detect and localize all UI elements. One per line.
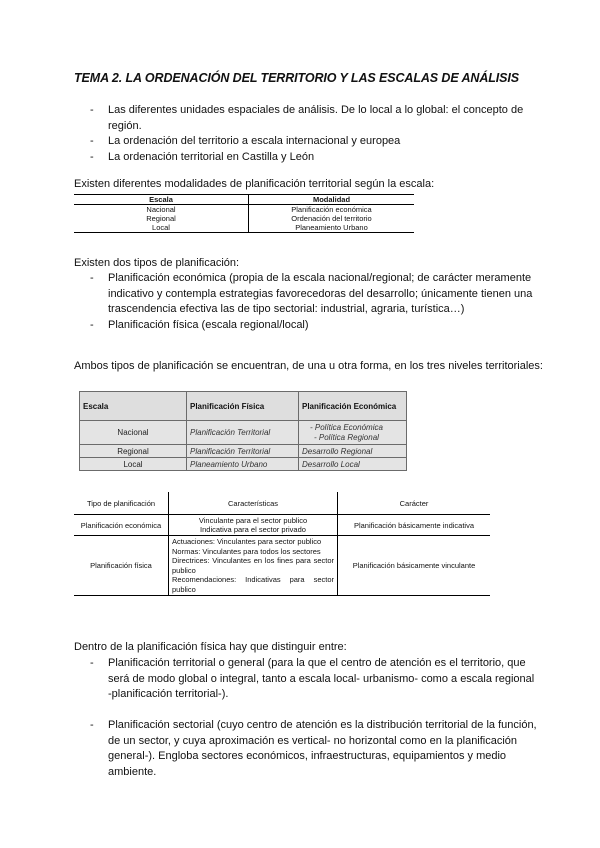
cell-line: - Política Económica — [310, 422, 383, 432]
table-cell: Desarrollo Regional — [299, 445, 407, 458]
table-cell — [169, 515, 338, 536]
table-cell: Nacional — [80, 421, 187, 445]
table-header: Escala — [80, 392, 187, 421]
table-row — [80, 458, 407, 471]
intro-list — [90, 103, 540, 165]
table-cell: Local — [74, 223, 249, 233]
cell-line: Recomendaciones: Indicativas para sector publico — [172, 575, 334, 594]
cell-line: Directrices: Vinculantes en los fines para sector publico — [172, 556, 334, 575]
table-header: Escala — [74, 195, 249, 205]
table-row — [74, 214, 414, 223]
table-cell: Regional — [74, 214, 249, 223]
table-cell: Planificación económica — [74, 515, 169, 536]
table-row — [80, 421, 407, 445]
planning-characteristics-table — [74, 492, 490, 596]
table-header: Planificación Económica — [299, 392, 407, 421]
paragraph-dentro: Dentro de la planificación física hay que distinguir entre: — [74, 641, 347, 653]
table-row — [74, 205, 414, 215]
list-item: - La ordenación del territorio a escala internacional y europea — [90, 134, 540, 150]
table-cell: Planificación básicamente vinculante — [338, 536, 491, 596]
table-cell: Planificación Territorial — [187, 445, 299, 458]
physical-list — [90, 656, 540, 780]
list-item: - Planificación sectorial (cuyo centro de atención es la distribución territorial de la función, de un sector, y cuya aproximación es vertical- no horizontal como en la planificación general-). Engloba sectores económicos, infraestructuras, equipamientos y medio ambiente. — [90, 718, 540, 780]
table-cell: Planificación económica — [291, 205, 372, 214]
table-cell: Planificación básicamente indicativa — [338, 515, 491, 536]
table-cell: Planeamiento Urbano — [187, 458, 299, 471]
cell-line: Actuaciones: Vinculantes para sector publico — [172, 537, 322, 546]
table-cell: Planeamiento Urbano — [249, 223, 415, 233]
table-cell: Regional — [80, 445, 187, 458]
table-cell: Desarrollo Local — [299, 458, 407, 471]
cell-line: Indicativa para el sector privado — [200, 525, 306, 534]
cell-line: Vinculante para el sector publico — [198, 516, 308, 525]
page-title: TEMA 2. LA ORDENACIÓN DEL TERRITORIO Y LAS ESCALAS DE ANÁLISIS — [74, 71, 520, 85]
table-header: Carácter — [338, 492, 491, 515]
cell-line: - Política Regional — [314, 432, 379, 442]
paragraph-modalidades: Existen diferentes modalidades de planificación territorial según la escala: — [74, 178, 435, 190]
table-header: Planificación Física — [187, 392, 299, 421]
list-item: - Planificación física (escala regional/local) — [90, 318, 540, 334]
table-header: Tipo de planificación — [74, 492, 169, 515]
table-cell: Planificación física — [74, 536, 169, 596]
table-row — [80, 445, 407, 458]
list-item: - Las diferentes unidades espaciales de análisis. De lo local a lo global: el concepto de región. — [90, 103, 540, 134]
scale-modality-table — [74, 194, 414, 233]
table-row — [74, 536, 490, 596]
table-cell — [169, 536, 338, 596]
types-list — [90, 271, 540, 333]
table-cell: Local — [80, 458, 187, 471]
list-item: - Planificación territorial o general (para la que el centro de atención es el territorio, que será de modo global o integral, tanto a escala local- urbanismo- como a escala regional -planificación territorial-). — [90, 656, 540, 703]
paragraph-tipos: Existen dos tipos de planificación: — [74, 257, 240, 269]
list-item: - La ordenación territorial en Castilla y León — [90, 150, 540, 166]
cell-line: Normas: Vinculantes para todos los sectores — [172, 546, 321, 556]
table-cell: Nacional — [74, 205, 249, 215]
list-item: - Planificación económica (propia de la escala nacional/regional; de carácter meramente indicativo y contempla estrategias favorecedoras del desarrollo; únicamente tienen una trascendencia efectiva las de tipo sectorial: industrial, agraria, turística…) — [90, 271, 540, 318]
table-row — [74, 223, 414, 233]
table-cell: Ordenación del territorio — [291, 214, 372, 223]
table-header: Características — [169, 492, 338, 515]
paragraph-ambos: Ambos tipos de planificación se encuentran, de una u otra forma, en los tres niveles territoriales: — [74, 360, 543, 372]
table-row — [74, 515, 490, 536]
table-cell: Planificación Territorial — [187, 421, 299, 445]
table-header: Modalidad — [249, 195, 415, 205]
levels-table — [79, 391, 407, 471]
table-cell — [299, 421, 407, 445]
